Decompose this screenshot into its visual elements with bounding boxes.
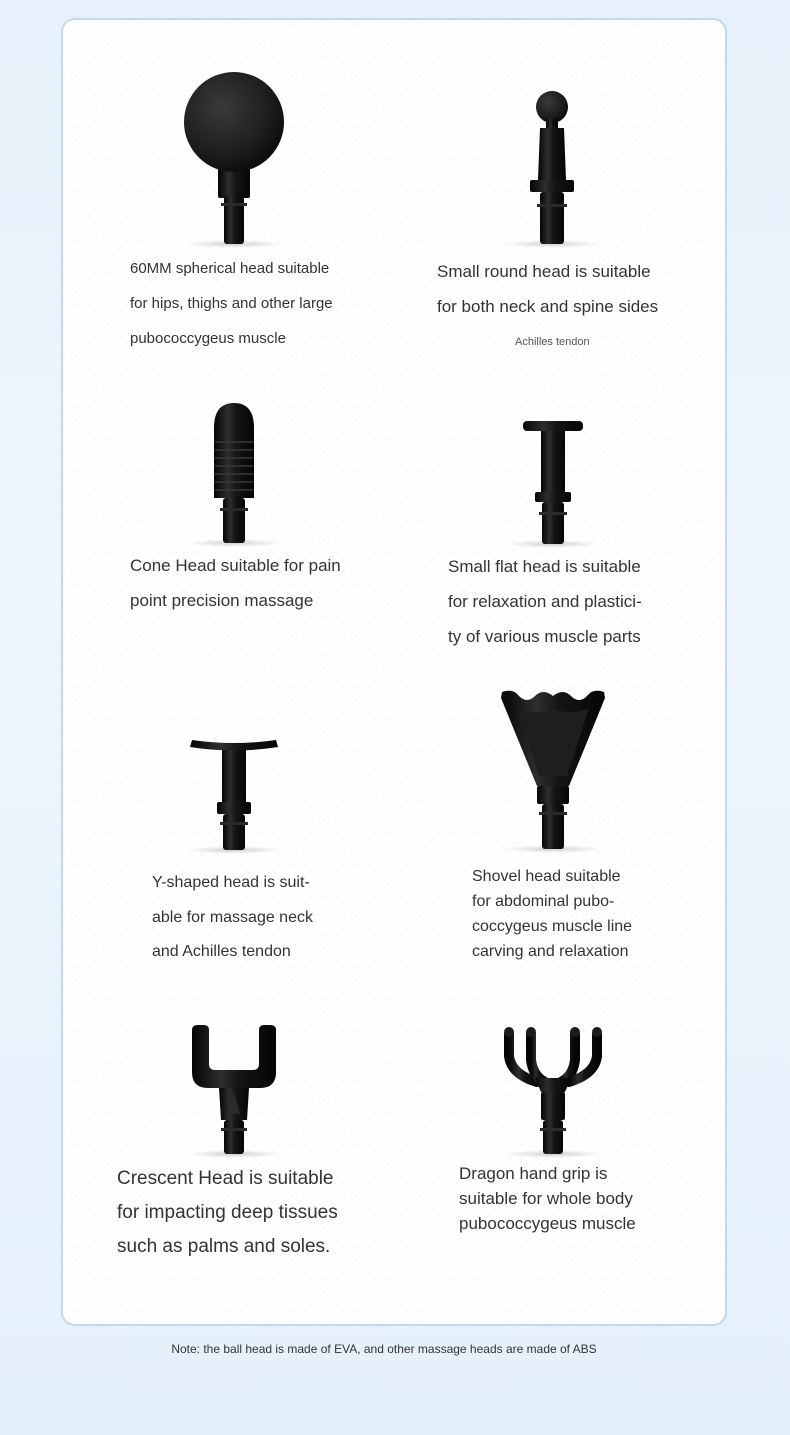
cone-head-line-2: point precision massage bbox=[130, 591, 314, 610]
small-round-head-line-2: for both neck and spine sides bbox=[437, 297, 659, 316]
small-round-head-description bbox=[437, 254, 658, 324]
y-shaped-head-description bbox=[152, 866, 313, 970]
small-flat-head-line-2: for relaxation and plastici- bbox=[448, 592, 642, 611]
shovel-head-line-2: for abdominal pubo- bbox=[472, 893, 615, 910]
y-shaped-head-image bbox=[184, 734, 284, 856]
y-shaped-head-line-3: and Achilles tendon bbox=[152, 943, 291, 960]
cone-head-description bbox=[130, 548, 341, 618]
small-flat-head-line-3: ty of various muscle parts bbox=[448, 627, 641, 646]
crescent-head-image bbox=[184, 1022, 284, 1160]
cone-head-line-1: Cone Head suitable for pain bbox=[130, 556, 341, 575]
shovel-head-image bbox=[497, 686, 609, 856]
ball-head-description bbox=[130, 251, 333, 356]
dragon-grip-head-image bbox=[497, 1022, 609, 1160]
ball-head-image bbox=[174, 68, 294, 253]
crescent-head-line-2: for impacting deep tissues bbox=[117, 1202, 338, 1223]
shovel-head-line-1: Shovel head suitable bbox=[472, 868, 621, 885]
crescent-head-line-1: Crescent Head is suitable bbox=[117, 1168, 334, 1189]
shovel-head-line-3: coccygeus muscle line bbox=[472, 918, 633, 935]
small-round-head-line-1: Small round head is suitable bbox=[437, 262, 651, 281]
ball-head-line-2: for hips, thighs and other large bbox=[130, 295, 333, 312]
small-flat-head-description bbox=[448, 549, 642, 654]
y-shaped-head-line-2: able for massage neck bbox=[152, 908, 313, 926]
cone-head-image bbox=[184, 400, 284, 550]
shovel-head-line-4: carving and relaxation bbox=[472, 943, 629, 960]
y-shaped-head-line-1: Y-shaped head is suit- bbox=[152, 874, 310, 891]
dragon-grip-head-line-3: pubococcygeus muscle bbox=[459, 1214, 636, 1233]
small-round-head-image bbox=[502, 88, 602, 253]
dragon-grip-head-line-1: Dragon hand grip is bbox=[459, 1164, 608, 1183]
ball-head-line-3: pubococcygeus muscle bbox=[130, 330, 286, 347]
small-round-head-subnote: Achilles tendon bbox=[515, 336, 590, 348]
crescent-head-description bbox=[117, 1162, 338, 1264]
shovel-head-description bbox=[472, 864, 632, 964]
heads-card bbox=[61, 18, 727, 1326]
ball-head-line-1: 60MM spherical head suitable bbox=[130, 260, 330, 277]
small-flat-head-line-1: Small flat head is suitable bbox=[448, 557, 641, 576]
small-flat-head-image bbox=[503, 418, 603, 550]
crescent-head-line-3: such as palms and soles. bbox=[117, 1236, 331, 1257]
dragon-grip-head-line-2: suitable for whole body bbox=[459, 1189, 633, 1208]
material-note: Note: the ball head is made of EVA, and other massage heads are made of ABS bbox=[171, 1342, 597, 1356]
dragon-grip-head-description bbox=[459, 1161, 636, 1236]
